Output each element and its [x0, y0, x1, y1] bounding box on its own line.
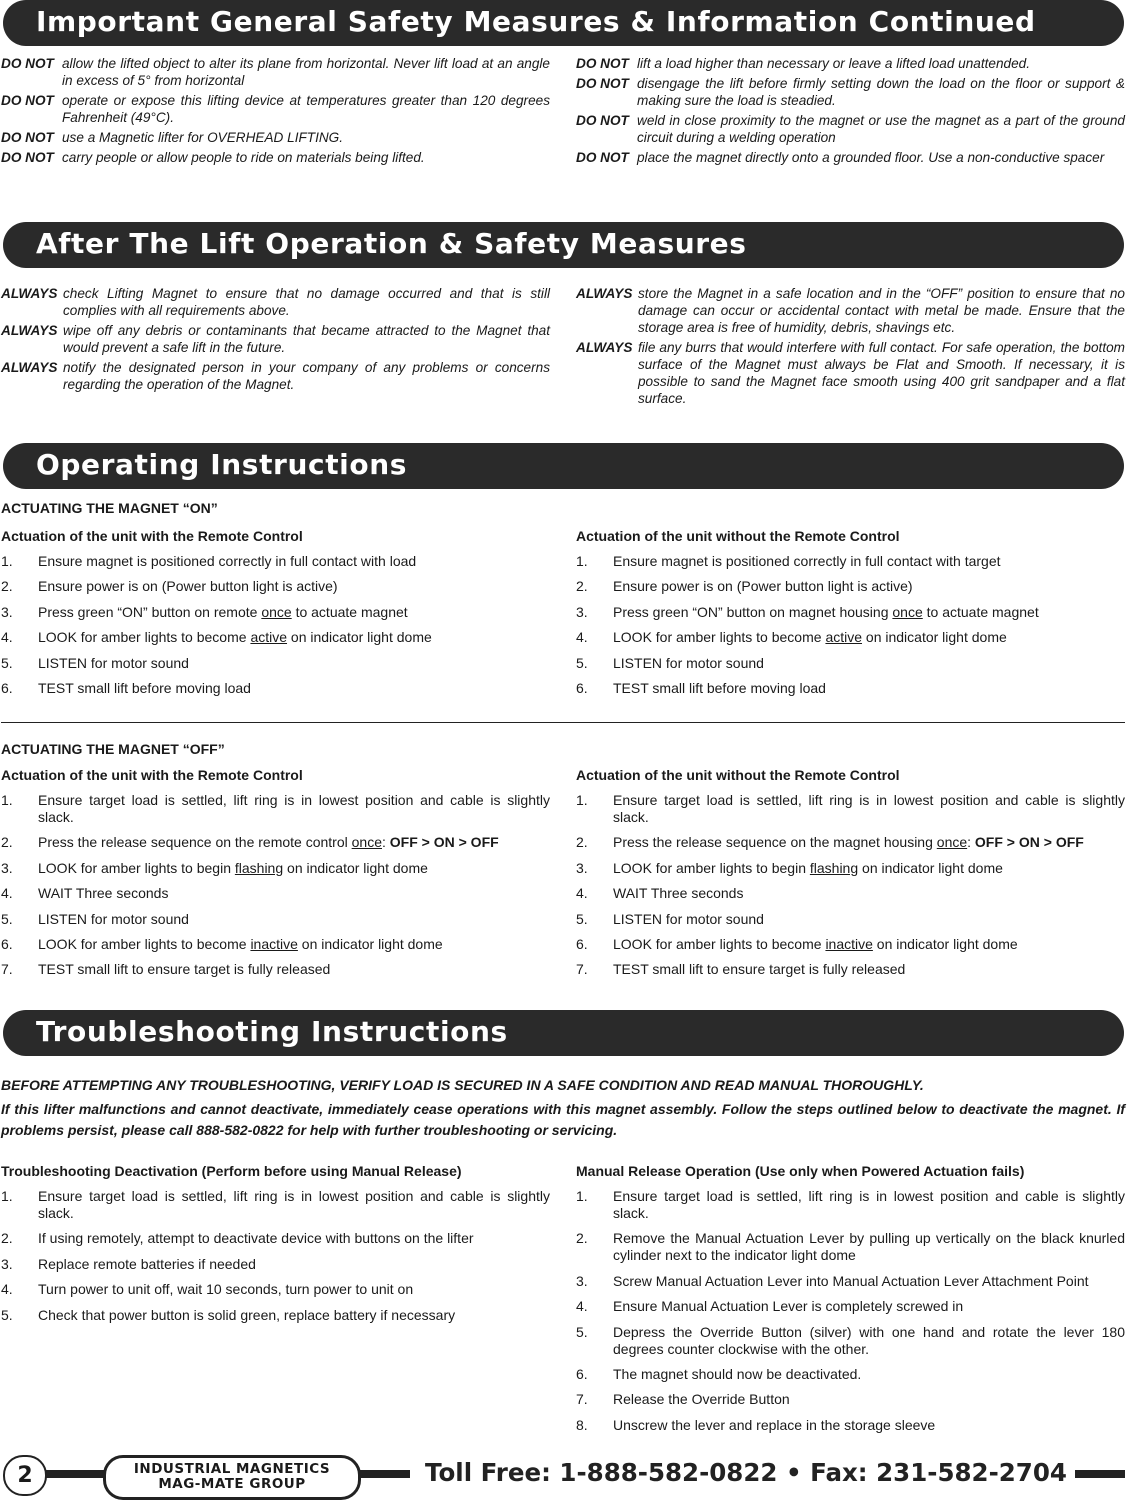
- actuating-off-header: ACTUATING THE MAGNET “OFF”: [1, 741, 225, 757]
- list-item: [576, 961, 1125, 978]
- step-text-part: Ensure power is on (Power button light is active): [613, 578, 913, 595]
- list-item: [1, 680, 550, 697]
- section-title: Important General Safety Measures & Information Continued: [36, 5, 1036, 38]
- step-number: 3.: [576, 603, 588, 620]
- step-text-part: Press the release sequence on the magnet housing: [613, 834, 937, 851]
- list-item: [1, 885, 550, 902]
- list-item: [576, 604, 1125, 621]
- rule-text: file any burrs that would interfere with full contact. For safe operation, the bottom surface of the Magnet must always be Flat and Smooth. If necessary, it is possible to sand the Magnet face smooth using 400 grit sandpaper and a flat surface.: [638, 340, 1125, 406]
- step-number: 5.: [1, 910, 13, 927]
- step-text: If using remotely, attempt to deactivate device with buttons on the lifter: [38, 1230, 474, 1247]
- rule-text: disengage the lift before firmly setting down the load on the floor or support & making sure the load is steadied.: [637, 76, 1125, 108]
- list-item: [576, 1188, 1125, 1222]
- step-text: [613, 911, 1125, 928]
- company-logo: [103, 1455, 361, 1500]
- step-number: 3.: [1, 859, 13, 876]
- step-text-part: on indicator light dome: [862, 629, 1007, 646]
- step-text-part: :: [967, 834, 975, 851]
- rule-keyword: ALWAYS: [1, 286, 58, 301]
- rule-item: [1, 92, 550, 126]
- step-number: 4.: [1, 629, 13, 646]
- step-text: [613, 680, 1125, 697]
- step-number: 5.: [576, 910, 588, 927]
- list-item: [1, 834, 550, 851]
- list-item: [1, 578, 550, 595]
- step-number: 6.: [576, 1365, 588, 1382]
- step-text-part: WAIT Three seconds: [613, 885, 744, 902]
- rule-text: notify the designated person in your company of any problems or concerns regarding the operation of the Magnet.: [63, 360, 550, 392]
- step-number: 4.: [1, 1281, 13, 1298]
- step-text: [613, 553, 1125, 570]
- step-text: [38, 961, 550, 978]
- step-text: Ensure Manual Actuation Lever is completely screwed in: [613, 1298, 964, 1315]
- step-text: [38, 553, 550, 570]
- list-item: [1, 1256, 550, 1273]
- list-item: [576, 1417, 1125, 1434]
- step-text: [38, 885, 550, 902]
- step-number: 2.: [1, 578, 13, 595]
- step-text: The magnet should now be deactivated.: [613, 1365, 862, 1382]
- step-number: 5.: [576, 1323, 588, 1340]
- step-text-part: Ensure magnet is positioned correctly in full contact with load: [38, 553, 417, 569]
- step-text-part: LOOK for amber lights to become: [613, 935, 826, 952]
- logo-line-2: MAG-MATE GROUP: [158, 1476, 306, 1492]
- logo-line-1: INDUSTRIAL MAGNETICS: [133, 1461, 331, 1477]
- step-text: [38, 860, 550, 877]
- section-banner-operating: [3, 443, 1124, 489]
- step-number: 2.: [576, 834, 588, 851]
- step-text-part: LOOK for amber lights to become: [38, 629, 251, 646]
- step-text-part: LOOK for amber lights to begin: [38, 859, 235, 876]
- on-right-title: Actuation of the unit without the Remote Control: [576, 528, 900, 544]
- list-item: [576, 860, 1125, 877]
- trouble-right-title: Manual Release Operation (Use only when Powered Actuation fails): [576, 1163, 1025, 1179]
- step-number: 7.: [576, 1391, 588, 1408]
- rule-text: weld in close proximity to the magnet or use the magnet as a part of the ground circuit during a welding operation: [637, 113, 1125, 145]
- step-number: 1.: [1, 553, 13, 569]
- step-text-part: LISTEN for motor sound: [613, 910, 764, 927]
- step-number: 6.: [1, 679, 13, 696]
- step-text-part: LOOK for amber lights to become: [38, 935, 251, 952]
- step-text: [613, 792, 1125, 826]
- step-text: [38, 680, 550, 697]
- on-left-column: [1, 528, 550, 705]
- step-text-part: LISTEN for motor sound: [38, 910, 189, 927]
- rule-keyword: DO NOT: [1, 56, 54, 71]
- step-text-part: on indicator light dome: [858, 859, 1003, 876]
- list-item: [576, 1391, 1125, 1408]
- list-item: [576, 1366, 1125, 1383]
- step-text: Unscrew the lever and replace in the storage sleeve: [613, 1416, 936, 1433]
- list-item: [576, 1324, 1125, 1358]
- after-rules-right: [576, 285, 1125, 410]
- step-text: [613, 961, 1125, 978]
- step-text-part: TEST small lift before moving load: [38, 679, 251, 696]
- step-number: 5.: [1, 654, 13, 671]
- rule-item: [1, 322, 550, 356]
- step-number: 3.: [576, 1272, 588, 1289]
- release-sequence: OFF > ON > OFF: [389, 834, 499, 851]
- off-left-title: Actuation of the unit with the Remote Control: [1, 767, 303, 783]
- step-text: [613, 655, 1125, 672]
- step-text-part: Press green “ON” button on remote: [38, 603, 262, 620]
- off-left-steps: [1, 792, 550, 978]
- actuating-on-header: ACTUATING THE MAGNET “ON”: [1, 500, 218, 516]
- list-item: [576, 553, 1125, 570]
- step-number: 5.: [576, 654, 588, 671]
- list-item: [576, 578, 1125, 595]
- rule-text: check Lifting Magnet to ensure that no damage occurred and that is still complies with all requirements above.: [63, 286, 550, 318]
- rule-keyword: ALWAYS: [576, 286, 633, 301]
- step-text-part: Press the release sequence on the remote control: [38, 834, 352, 851]
- rule-item: [576, 112, 1125, 146]
- step-text: [613, 936, 1125, 953]
- step-number: 4.: [1, 885, 13, 902]
- list-item: [576, 885, 1125, 902]
- step-text-part: TEST small lift before moving load: [613, 679, 826, 696]
- step-text: Remove the Manual Actuation Lever by pulling up vertically on the black knurled cylinder next to the indicator light dome: [613, 1230, 1125, 1264]
- step-number: 3.: [1, 1255, 13, 1272]
- rule-keyword: ALWAYS: [1, 360, 58, 375]
- step-number: 3.: [1, 603, 13, 620]
- after-rules-left: [1, 285, 550, 396]
- trouble-left-column: [1, 1163, 550, 1332]
- step-number: 2.: [1, 834, 13, 851]
- list-item: [1, 792, 550, 826]
- step-text: Replace remote batteries if needed: [38, 1255, 256, 1272]
- step-text-part: on indicator light dome: [283, 859, 428, 876]
- trouble-left-steps: [1, 1188, 550, 1324]
- step-text: [38, 911, 550, 928]
- step-text-part: on indicator light dome: [872, 935, 1018, 952]
- list-item: [1, 1230, 550, 1247]
- step-number: 7.: [1, 961, 13, 978]
- rule-keyword: DO NOT: [1, 150, 54, 165]
- step-text-part: on indicator light dome: [287, 629, 432, 646]
- step-text-part: WAIT Three seconds: [38, 885, 169, 902]
- section-banner-troubleshooting: [3, 1010, 1124, 1056]
- on-right-column: [576, 528, 1125, 705]
- step-text: Depress the Override Button (silver) with one hand and rotate the lever 180 degrees counter clockwise with the other.: [613, 1323, 1125, 1357]
- section-banner-after-lift: [3, 222, 1124, 268]
- step-text-part: LISTEN for motor sound: [38, 654, 189, 671]
- warning-line-2: If this lifter malfunctions and cannot deactivate, immediately cease operations with this magnet assembly. Follow the steps outlined below to deactivate the magnet. If problems persist, please call 888-582-0822 for help with further troubleshooting or servicing.: [1, 1101, 1125, 1138]
- section-banner-general: [3, 0, 1124, 46]
- list-item: [1, 604, 550, 621]
- on-left-title: Actuation of the unit with the Remote Control: [1, 528, 303, 544]
- step-text: [38, 936, 550, 953]
- off-right-column: [576, 767, 1125, 987]
- step-number: 5.: [1, 1306, 13, 1323]
- off-right-steps: [576, 792, 1125, 978]
- step-text: [613, 629, 1125, 646]
- rule-item: [576, 75, 1125, 109]
- step-number: 2.: [576, 1230, 588, 1247]
- footer-bar-left: [40, 1470, 110, 1478]
- on-right-steps: [576, 553, 1125, 697]
- step-number: 2.: [1, 1230, 13, 1247]
- general-rules-left: [1, 55, 550, 169]
- step-emphasis: active: [825, 629, 863, 646]
- step-text-part: LOOK for amber lights to begin: [613, 859, 810, 876]
- step-number: 3.: [576, 859, 588, 876]
- step-number: 7.: [576, 961, 588, 978]
- off-left-column: [1, 767, 550, 987]
- rule-keyword: DO NOT: [576, 56, 629, 71]
- step-text: [38, 792, 550, 826]
- rule-keyword: DO NOT: [576, 76, 629, 91]
- step-number: 1.: [576, 792, 588, 808]
- list-item: [576, 936, 1125, 953]
- list-item: [576, 1273, 1125, 1290]
- step-text-part: on indicator light dome: [297, 935, 443, 952]
- list-item: [1, 936, 550, 953]
- rule-text: use a Magnetic lifter for OVERHEAD LIFTING.: [62, 130, 344, 145]
- section-title: Operating Instructions: [36, 448, 408, 481]
- step-number: 2.: [576, 578, 588, 595]
- rule-keyword: DO NOT: [1, 93, 54, 108]
- step-text: [38, 578, 550, 595]
- step-text: Turn power to unit off, wait 10 seconds, turn power to unit on: [38, 1281, 414, 1298]
- step-number: 6.: [576, 935, 588, 952]
- rule-text: store the Magnet in a safe location and in the “OFF” position to ensure that no damage can occur or accidental contact with metal be made. Ensure that the storage area is free of humidity, debris, shavings etc.: [638, 286, 1125, 335]
- divider: [1, 722, 1125, 723]
- step-number: 6.: [1, 935, 13, 952]
- rule-item: [576, 55, 1125, 72]
- list-item: [1, 1188, 550, 1222]
- step-text: Ensure target load is settled, lift ring is in lowest position and cable is slightly slack.: [38, 1188, 550, 1221]
- step-text-part: Ensure power is on (Power button light is active): [38, 578, 338, 595]
- rule-item: [576, 285, 1125, 336]
- list-item: [1, 655, 550, 672]
- rule-keyword: DO NOT: [576, 150, 629, 165]
- list-item: [1, 629, 550, 646]
- step-text: [38, 655, 550, 672]
- step-text-part: Ensure target load is settled, lift ring is in lowest position and cable is slightly slack.: [38, 792, 550, 825]
- step-emphasis: once: [351, 834, 382, 851]
- step-text-part: TEST small lift to ensure target is fully released: [38, 961, 331, 978]
- step-emphasis: flashing: [234, 859, 284, 876]
- list-item: [576, 680, 1125, 697]
- step-text-part: to actuate magnet: [922, 603, 1039, 620]
- rule-item: [1, 129, 550, 146]
- rule-keyword: ALWAYS: [1, 323, 58, 338]
- rule-item: [1, 149, 550, 166]
- step-text: [613, 578, 1125, 595]
- rule-text: carry people or allow people to ride on materials being lifted.: [62, 150, 425, 165]
- step-emphasis: once: [936, 834, 968, 851]
- step-emphasis: flashing: [809, 859, 859, 876]
- list-item: [1, 1307, 550, 1324]
- step-emphasis: once: [892, 603, 923, 620]
- step-number: 8.: [576, 1416, 588, 1433]
- general-rules-right: [576, 55, 1125, 169]
- step-number: 4.: [576, 1298, 588, 1315]
- rule-keyword: ALWAYS: [576, 340, 633, 355]
- step-text: [613, 885, 1125, 902]
- step-number: 1.: [576, 1188, 588, 1204]
- step-text-part: TEST small lift to ensure target is fully released: [613, 961, 906, 978]
- step-text: [38, 834, 550, 851]
- rule-keyword: DO NOT: [576, 113, 629, 128]
- rule-item: [1, 359, 550, 393]
- rule-item: [576, 149, 1125, 166]
- list-item: [576, 655, 1125, 672]
- rule-text: operate or expose this lifting device at temperatures greater than 120 degrees Fahrenheit (49°C).: [62, 93, 550, 125]
- list-item: [1, 553, 550, 570]
- step-emphasis: once: [261, 603, 292, 620]
- step-number: 4.: [576, 629, 588, 646]
- rule-text: place the magnet directly onto a grounded floor. Use a non-conductive spacer: [637, 150, 1105, 165]
- list-item: [576, 1230, 1125, 1264]
- rule-text: wipe off any debris or contaminants that became attracted to the Magnet that would prevent a safe lift in the future.: [63, 323, 550, 355]
- step-text: Check that power button is solid green, replace battery if necessary: [38, 1306, 456, 1323]
- contact-info: Toll Free: 1-888-582-0822 • Fax: 231-582-2704: [425, 1458, 1067, 1487]
- rule-item: [576, 339, 1125, 407]
- list-item: [576, 911, 1125, 928]
- step-text: [38, 629, 550, 646]
- footer-bar-right: [1075, 1470, 1125, 1478]
- step-number: 6.: [576, 679, 588, 696]
- trouble-left-title: Troubleshooting Deactivation (Perform before using Manual Release): [1, 1163, 462, 1179]
- list-item: [1, 911, 550, 928]
- rule-keyword: DO NOT: [1, 130, 54, 145]
- trouble-right-steps: [576, 1188, 1125, 1434]
- warning-line-1: BEFORE ATTEMPTING ANY TROUBLESHOOTING, VERIFY LOAD IS SECURED IN A SAFE CONDITION AND READ MANUAL THOROUGHLY.: [1, 1077, 924, 1093]
- list-item: [576, 629, 1125, 646]
- step-emphasis: inactive: [825, 935, 873, 952]
- step-text: [613, 834, 1125, 851]
- step-emphasis: inactive: [250, 935, 298, 952]
- section-title: Troubleshooting Instructions: [36, 1015, 508, 1048]
- step-text-part: to actuate magnet: [291, 603, 408, 620]
- step-text: Ensure target load is settled, lift ring is in lowest position and cable is slightly slack.: [613, 1188, 1125, 1221]
- trouble-right-column: [576, 1163, 1125, 1442]
- list-item: [576, 792, 1125, 826]
- step-text-part: :: [382, 834, 390, 851]
- step-text-part: Ensure magnet is positioned correctly in full contact with target: [613, 553, 1001, 569]
- step-text-part: Press green “ON” button on magnet housing: [613, 603, 893, 620]
- step-text-part: Ensure target load is settled, lift ring is in lowest position and cable is slightly slack.: [613, 792, 1125, 825]
- step-text: [38, 604, 550, 621]
- rule-text: allow the lifted object to alter its plane from horizontal. Never lift load at an angle in excess of 5° from horizontal: [62, 56, 550, 88]
- rule-text: lift a load higher than necessary or leave a lifted load unattended.: [637, 56, 1030, 71]
- release-sequence: OFF > ON > OFF: [974, 834, 1084, 851]
- step-text: [613, 604, 1125, 621]
- step-number: 1.: [576, 553, 588, 569]
- rule-item: [1, 55, 550, 89]
- section-title: After The Lift Operation & Safety Measures: [36, 227, 747, 260]
- step-number: 1.: [1, 792, 13, 808]
- step-text: Screw Manual Actuation Lever into Manual Actuation Lever Attachment Point: [613, 1272, 1089, 1289]
- step-text-part: LOOK for amber lights to become: [613, 629, 826, 646]
- on-left-steps: [1, 553, 550, 697]
- troubleshooting-warning: [1, 1075, 1125, 1141]
- step-emphasis: active: [250, 629, 288, 646]
- page-number: 2: [3, 1455, 47, 1496]
- step-number: 4.: [576, 885, 588, 902]
- rule-item: [1, 285, 550, 319]
- step-number: 1.: [1, 1188, 13, 1204]
- list-item: [576, 834, 1125, 851]
- list-item: [1, 961, 550, 978]
- list-item: [576, 1298, 1125, 1315]
- step-text: Release the Override Button: [613, 1391, 790, 1408]
- off-right-title: Actuation of the unit without the Remote Control: [576, 767, 900, 783]
- step-text: [613, 860, 1125, 877]
- list-item: [1, 860, 550, 877]
- step-text-part: LISTEN for motor sound: [613, 654, 764, 671]
- list-item: [1, 1281, 550, 1298]
